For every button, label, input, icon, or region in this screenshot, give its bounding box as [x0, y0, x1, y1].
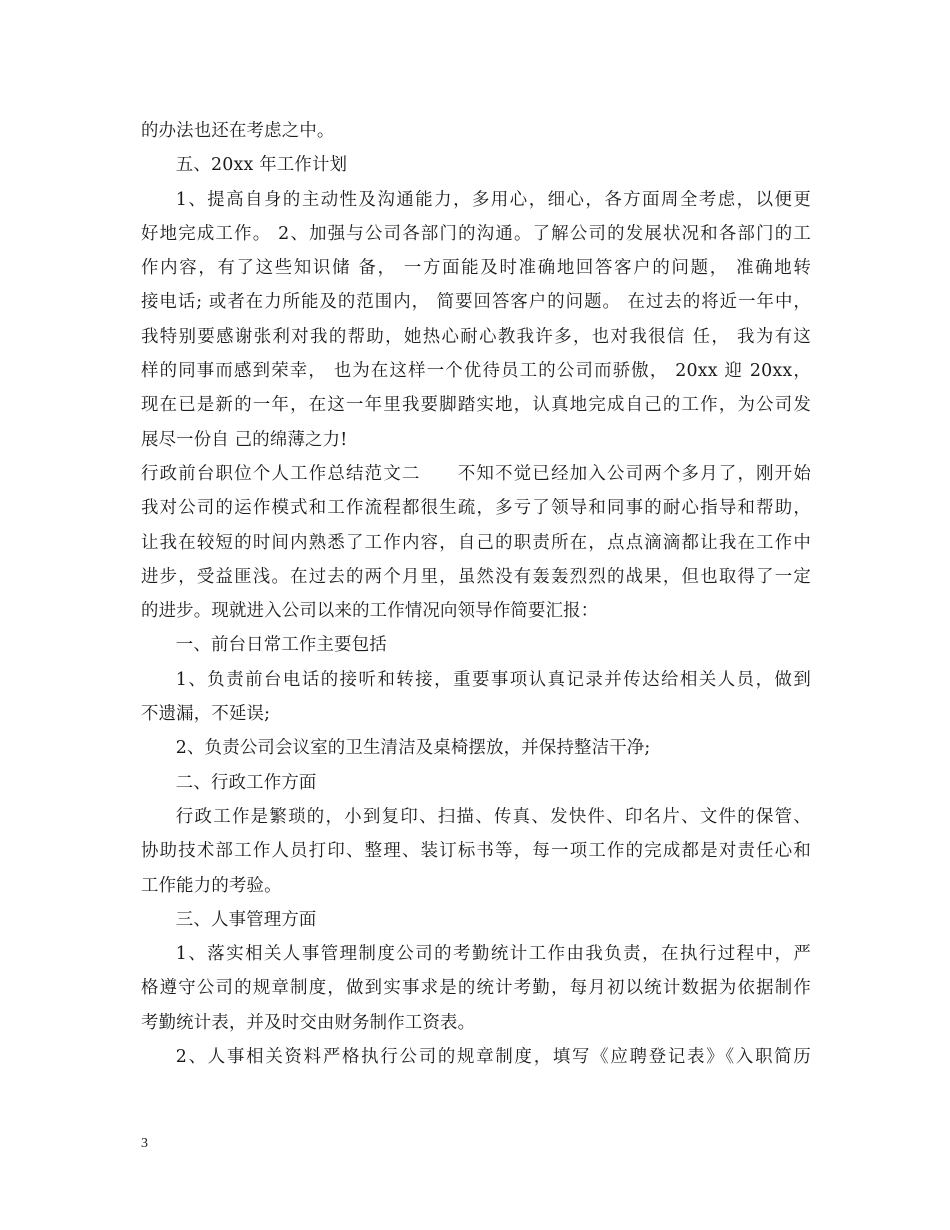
text-line: 的进步。现就进入公司以来的工作情况向领导作简要汇报：: [141, 601, 599, 622]
text-line: 1、提高自身的主动性及沟通能力，多用心，细心，各方面周全考虑，以便更: [175, 189, 811, 210]
text-line: 作内容，有了这些知识储 备， 一方面能及时准确地回答客户的问题， 准确地转: [141, 258, 811, 279]
text-line: 一、前台日常工作主要包括: [175, 635, 387, 656]
text-line: 格遵守公司的规章制度，做到实事求是的统计考勤，每月初以统计数据为依据制作: [141, 978, 811, 999]
text-line: 我特别要感谢张利对我的帮助，她热心耐心教我许多，也对我很信 任， 我为有这: [141, 326, 811, 347]
text-line: 不遗漏，不延误;: [141, 704, 271, 725]
text-line: 二、行政工作方面: [175, 772, 317, 793]
text-line: 1、落实相关人事管理制度公司的考勤统计工作由我负责，在执行过程中，严: [175, 944, 811, 965]
text-line: 让我在较短的时间内熟悉了工作内容，自己的职责所在，点点滴滴都让我在工作中: [141, 532, 811, 553]
text-line: 展尽一份自 己的绵薄之力!: [141, 429, 348, 450]
text-line: 进步，受益匪浅。在过去的两个月里，虽然没有轰轰烈烈的战果，但也取得了一定: [141, 566, 811, 587]
text-line: 好地完成工作。 2、加强与公司各部门的沟通。了解公司的发展状况和各部门的工: [141, 223, 811, 244]
text-line: 行政工作是繁琐的，小到复印、扫描、传真、发快件、印名片、文件的保管、: [175, 806, 811, 827]
text-line: 接电话; 或者在力所能及的范围内， 简要回答客户的问题。 在过去的将近一年中，: [141, 292, 811, 313]
text-line: 我对公司的运作模式和工作流程都很生疏，多亏了领导和同事的耐心指导和帮助，: [141, 498, 811, 519]
text-line: 2、人事相关资料严格执行公司的规章制度，填写《应聘登记表》《入职简历: [175, 1047, 811, 1068]
text-line: 考勤统计表，并及时交由财务制作工资表。: [141, 1012, 476, 1033]
document-body: [141, 114, 811, 1074]
text-line: 协助技术部工作人员打印、整理、装订标书等，每一项工作的完成都是对责任心和: [141, 841, 811, 862]
text-line: 工作能力的考验。: [141, 875, 282, 896]
text-line: 1、负责前台电话的接听和转接，重要事项认真记录并传达给相关人员，做到: [175, 669, 811, 690]
text-line: 样的同事而感到荣幸， 也为在这样一个优待员工的公司而骄傲， 20xx 迎 20xx，: [141, 361, 811, 382]
text-line: 行政前台职位个人工作总结范文二 不知不觉已经加入公司两个多月了，刚开始: [141, 463, 811, 484]
text-line: 的办法也还在考虑之中。: [141, 121, 335, 141]
text-line: 三、人事管理方面: [175, 909, 317, 930]
page-number: 3: [141, 1136, 148, 1151]
text-line: 现在已是新的一年，在这一年里我要脚踏实地，认真地完成自己的工作，为公司发: [141, 395, 811, 416]
text-line: 五、20xx 年工作计划: [175, 155, 348, 176]
text-line: 2、负责公司会议室的卫生清洁及桌椅摆放，并保持整洁干净;: [175, 738, 651, 759]
